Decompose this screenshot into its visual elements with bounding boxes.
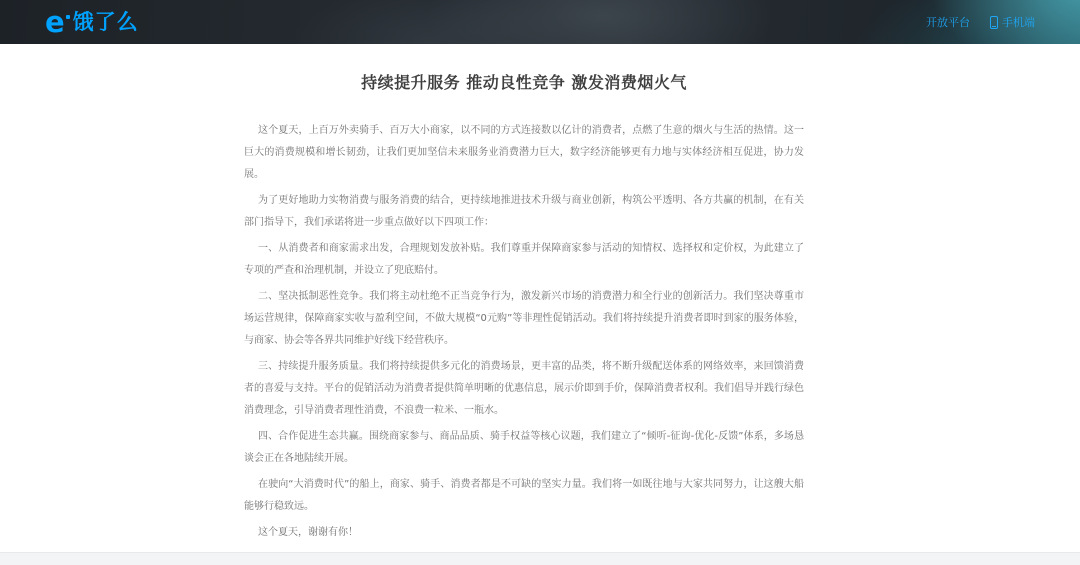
mobile-app-link[interactable] — [990, 14, 1035, 30]
footer-strip — [0, 552, 1080, 565]
eleme-logo[interactable] — [45, 4, 139, 39]
logo-dot-icon — [66, 15, 70, 19]
article-paragraph: 三、持续提升服务质量。我们将持续提供多元化的消费场景，更丰富的品类，将不断升级配送体系的网络效率，来回馈消费者的喜爱与支持。平台的促销活动为消费者提供简单明晰的优惠信息，展示价即到手价，保障消费者权利。我们倡导并践行绿色消费理念，引导消费者理性消费，不浪费一粒米、一瓶水。 — [244, 361, 804, 416]
logo-wordmark: 饿了么 — [72, 9, 139, 34]
phone-icon — [990, 16, 998, 29]
article-paragraph: 一、从消费者和商家需求出发，合理规划发放补贴。我们尊重并保障商家参与活动的知情权、选择权和定价权，为此建立了专项的严查和治理机制，并设立了兜底赔付。 — [244, 243, 804, 276]
mobile-app-label: 手机端 — [1002, 16, 1035, 29]
site-header — [0, 0, 1080, 44]
open-platform-label: 开放平台 — [926, 16, 970, 29]
article-paragraph: 这个夏天，上百万外卖骑手、百万大小商家，以不同的方式连接数以亿计的消费者，点燃了生意的烟火与生活的热情。这一巨大的消费规模和增长韧劲，让我们更加坚信未来服务业消费潜力巨大，数字经济能够更有力地与实体经济相互促进，协力发展。 — [244, 125, 804, 180]
header-nav — [926, 14, 1035, 30]
announcement-article — [244, 44, 804, 544]
page-title: 持续提升服务 推动良性竞争 激发消费烟火气 — [361, 73, 687, 92]
article-paragraph: 为了更好地助力实物消费与服务消费的结合，更持续地推进技术升级与商业创新，构筑公平透明、各方共赢的机制，在有关部门指导下，我们承诺将进一步重点做好以下四项工作： — [244, 195, 804, 228]
article-body — [244, 120, 804, 544]
article-paragraph: 在驶向“大消费时代”的船上，商家、骑手、消费者都是不可缺的坚实力量。我们将一如既往地与大家共同努力，让这艘大船能够行稳致远。 — [244, 479, 804, 512]
article-paragraph: 四、合作促进生态共赢。围绕商家参与、商品品质、骑手权益等核心议题，我们建立了“倾听-征询-优化-反馈”体系，多场恳谈会正在各地陆续开展。 — [244, 431, 804, 464]
logo-letter-e: e — [45, 4, 64, 39]
article-paragraph: 这个夏天，谢谢有你！ — [258, 527, 358, 538]
article-paragraph: 二、坚决抵制恶性竞争。我们将主动杜绝不正当竞争行为，激发新兴市场的消费潜力和全行业的创新活力。我们坚决尊重市场运营规律，保障商家实收与盈利空间，不做大规模“0元购”等非理性促销活动。我们将持续提升消费者即时到家的服务体验，与商家、协会等各界共同维护好线下经营秩序。 — [244, 291, 804, 346]
open-platform-link[interactable] — [926, 14, 970, 30]
content-area — [0, 44, 1080, 552]
